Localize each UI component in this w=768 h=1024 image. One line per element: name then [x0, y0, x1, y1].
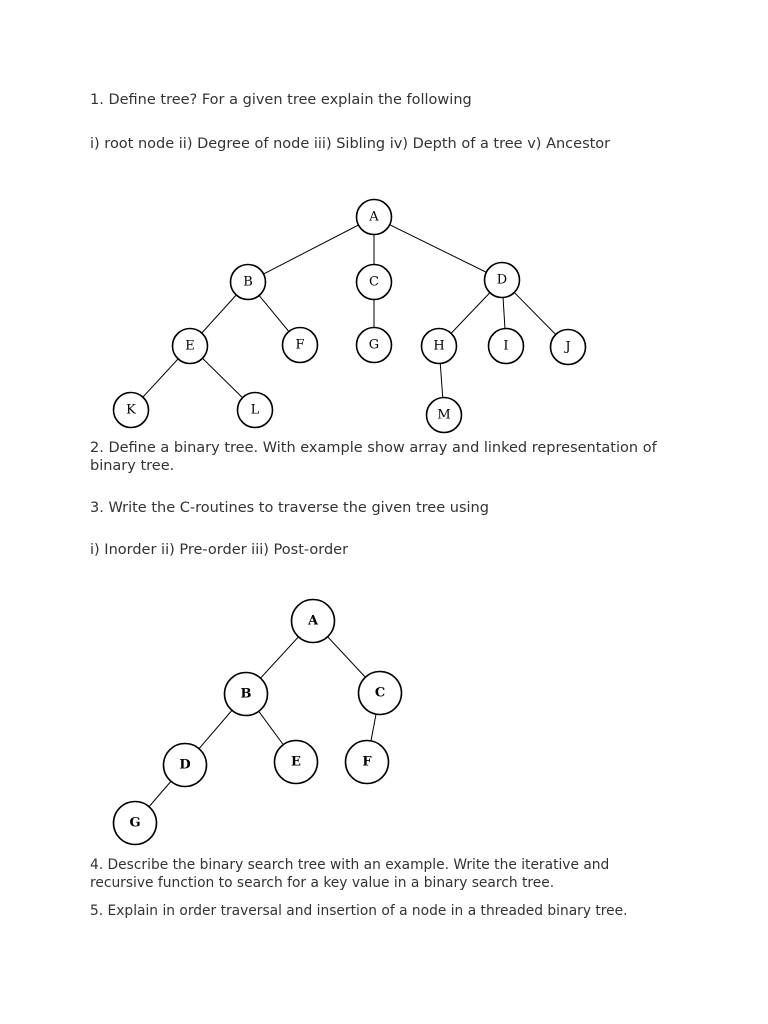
question-5: 5. Explain in order traversal and insertion of a node in a threaded binary tree.	[90, 903, 628, 919]
tree-node-a	[292, 600, 335, 643]
tree-node-label: C	[369, 274, 379, 290]
tree-node-label: A	[369, 209, 379, 225]
tree-node-label: B	[243, 274, 253, 290]
tree-edge-a-d	[374, 217, 502, 280]
tree-node-d	[164, 744, 207, 787]
tree-node-label: E	[185, 338, 195, 354]
tree-node-label: J	[565, 339, 571, 355]
tree-node-label: K	[126, 402, 136, 418]
tree-node-f	[346, 741, 389, 784]
tree-node-label: B	[240, 686, 252, 702]
tree-node-label: G	[368, 337, 380, 353]
binary-tree-diagram	[0, 590, 768, 855]
tree-node-f	[283, 328, 318, 363]
tree-node-g	[357, 328, 392, 363]
tree-node-i	[489, 329, 524, 364]
tree-node-k	[114, 393, 149, 428]
tree-node-label: G	[129, 815, 141, 831]
tree-node-e	[173, 329, 208, 364]
tree-node-label: F	[295, 337, 305, 353]
tree-node-b	[225, 673, 268, 716]
tree-node-b	[231, 265, 266, 300]
tree-edge-a-b	[248, 217, 374, 282]
tree-node-c	[359, 672, 402, 715]
question-4: 4. Describe the binary search tree with an example. Write the iterative and recursive function to search for a key value in a binary search tree.	[90, 857, 610, 891]
question-3-parts: i) Inorder ii) Pre-order iii) Post-order	[90, 542, 349, 558]
tree-node-label: D	[496, 272, 508, 288]
tree-node-d	[485, 263, 520, 298]
tree-node-c	[357, 265, 392, 300]
tree-node-label: M	[437, 407, 451, 423]
tree-node-label: I	[503, 338, 509, 354]
tree-node-label: A	[307, 613, 319, 629]
general-tree-diagram	[0, 190, 768, 440]
question-1: 1. Define tree? For a given tree explain the following	[90, 92, 472, 108]
tree-node-j	[551, 330, 586, 365]
tree-node-h	[422, 329, 457, 364]
tree-node-a	[357, 200, 392, 235]
tree-node-label: E	[291, 754, 301, 770]
tree-node-g	[114, 802, 157, 845]
tree-node-label: L	[250, 402, 260, 418]
question-3: 3. Write the C-routines to traverse the given tree using	[90, 500, 489, 516]
tree-node-e	[275, 741, 318, 784]
tree-node-m	[427, 398, 462, 433]
tree-node-label: F	[362, 754, 372, 770]
tree-node-label: D	[179, 757, 191, 773]
tree-node-label: C	[374, 685, 386, 701]
question-2: 2. Define a binary tree. With example show array and linked representation of binary tree.	[90, 440, 657, 474]
question-1-parts: i) root node ii) Degree of node iii) Sibling iv) Depth of a tree v) Ancestor	[90, 136, 611, 152]
tree-node-label: H	[433, 338, 445, 354]
tree-node-l	[238, 393, 273, 428]
